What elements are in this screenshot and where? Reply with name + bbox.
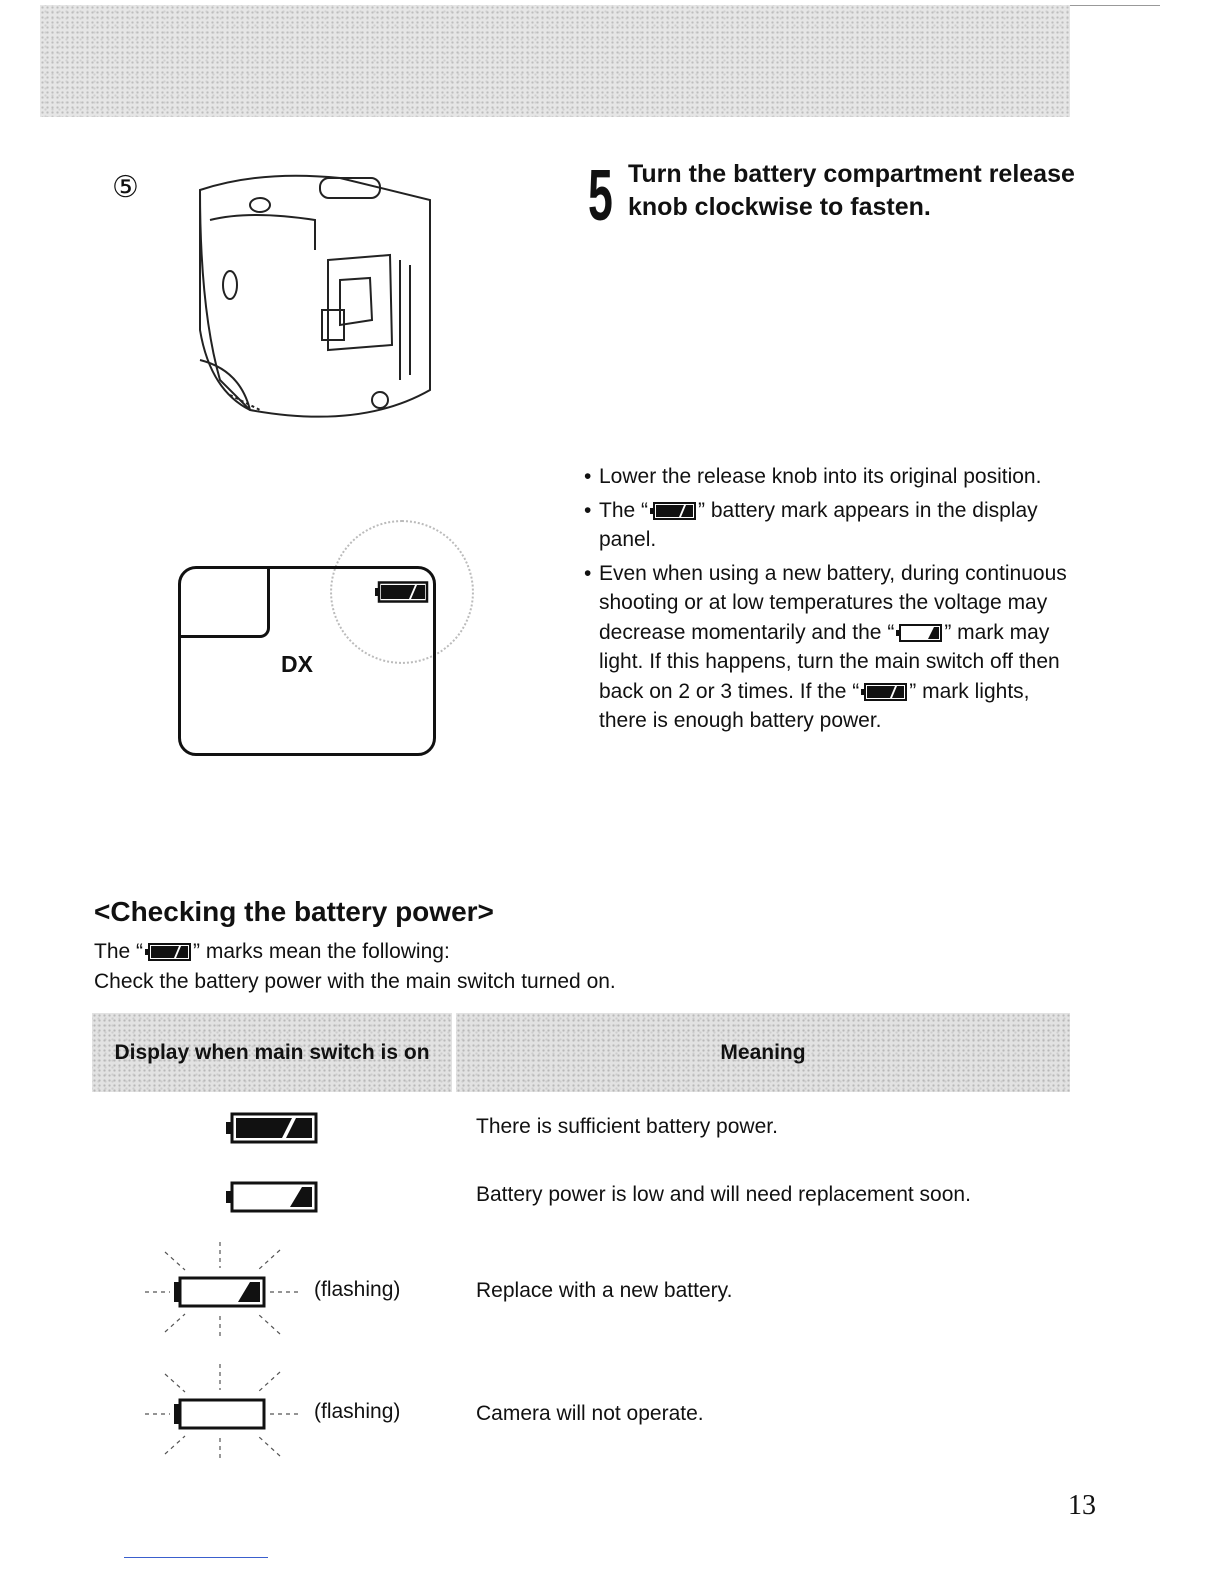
row-meaning: Camera will not operate. [476,1402,704,1425]
figure-number: ⑤ [112,170,139,205]
battery-low-icon [896,624,942,642]
battery-full-icon [226,1112,318,1144]
battery-low-icon [226,1181,318,1213]
step-number: 5 [588,156,613,236]
bullet-item: • Lower the release knob into its original position. [584,462,1074,492]
battery-full-icon [145,943,191,961]
bullet-list [584,462,1074,740]
display-panel [178,566,436,756]
bullet-item: • Even when using a new battery, during continuous shooting or at low temperatures the voltage may decrease momentarily and the “ ” mark may light. If this happens, turn the main switch off then back on 2 or 3 times. If the “ ” mark lights, there is enough battery power. [584,559,1074,736]
camera-grip-illustration [100,160,440,460]
table-header-display: Display when main switch is on [92,1013,452,1092]
display-panel-inner-frame [178,566,270,638]
battery-full-icon [375,581,429,603]
battery-low-flashing-icon [140,1240,310,1340]
battery-full-icon [650,502,696,520]
row-meaning: Battery power is low and will need replacement soon. [476,1183,971,1206]
table-header-meaning: Meaning [456,1013,1070,1092]
page-number: 13 [1068,1490,1096,1521]
battery-empty-flashing-icon [140,1362,310,1462]
step-title: Turn the battery compartment release knob clockwise to fasten. [628,160,1075,221]
flashing-label: (flashing) [314,1400,401,1423]
bottom-rule [124,1557,268,1558]
flashing-label: (flashing) [314,1278,401,1301]
section-title: <Checking the battery power> [94,896,494,927]
section-instruction: Check the battery power with the main switch turned on. [94,970,616,993]
row-meaning: Replace with a new battery. [476,1279,733,1302]
row-meaning: There is sufficient battery power. [476,1115,778,1138]
section-intro: The “ ” marks mean the following: [94,940,450,963]
header-band [40,5,1070,117]
battery-full-icon [861,683,907,701]
bullet-item: • The “ ” battery mark appears in the display panel. [584,496,1074,555]
dx-label: DX [281,651,313,677]
